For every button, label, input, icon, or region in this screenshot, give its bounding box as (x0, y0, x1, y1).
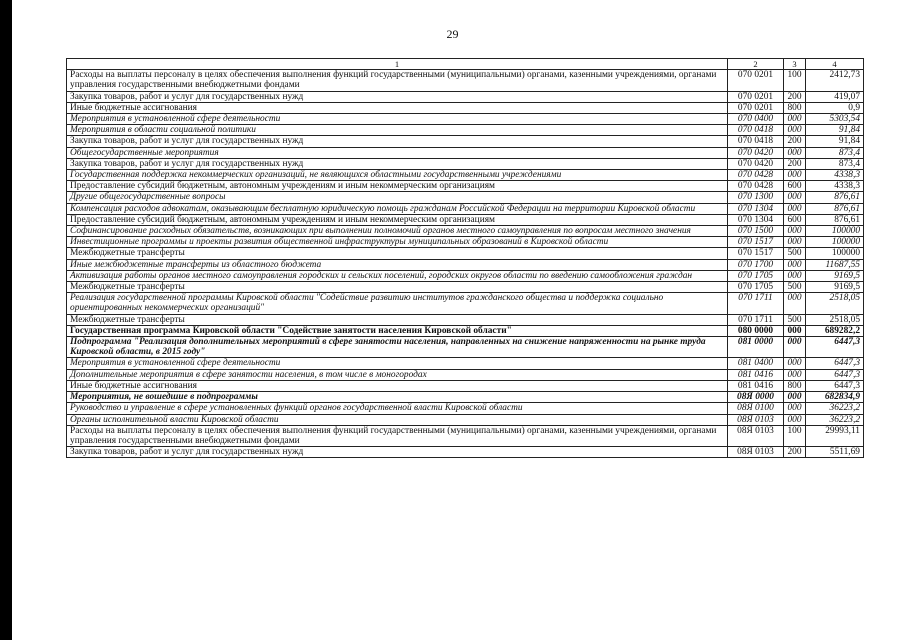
row-code: 070 1705 (728, 270, 784, 281)
row-code: 070 0420 (728, 147, 784, 158)
table-row (67, 425, 864, 446)
row-description: Закупка товаров, работ и услуг для государственных нужд (67, 158, 728, 169)
row-code: 070 0428 (728, 170, 784, 181)
row-amount: 4338,3 (806, 181, 864, 192)
row-amount: 100000 (806, 237, 864, 248)
row-code: 070 1705 (728, 282, 784, 293)
budget-table (66, 58, 864, 458)
row-amount: 6447,3 (806, 337, 864, 358)
row-code: 070 0418 (728, 136, 784, 147)
row-description: Софинансирование расходных обязательств, возникающих при выполнении полномочий органов местного самоуправления по вопросам местного значения (67, 226, 728, 237)
row-code: 081 0400 (728, 358, 784, 369)
table-row (67, 248, 864, 259)
row-code: 070 1500 (728, 226, 784, 237)
row-description: Мероприятия, не вошедшие в подпрограммы (67, 392, 728, 403)
table-row (67, 447, 864, 458)
table-row (67, 259, 864, 270)
table-row (67, 147, 864, 158)
row-code: 070 1700 (728, 259, 784, 270)
row-expense-type: 200 (784, 447, 806, 458)
row-description: Общегосударственные мероприятия (67, 147, 728, 158)
table-row (67, 358, 864, 369)
column-header: 4 (806, 59, 864, 70)
row-code: 070 1711 (728, 314, 784, 325)
table-row (67, 325, 864, 336)
column-header: 1 (67, 59, 728, 70)
table-row (67, 170, 864, 181)
row-amount: 873,4 (806, 147, 864, 158)
row-expense-type: 000 (784, 203, 806, 214)
column-header: 2 (728, 59, 784, 70)
row-expense-type: 000 (784, 170, 806, 181)
row-amount: 6447,3 (806, 358, 864, 369)
row-description: Межбюджетные трансферты (67, 314, 728, 325)
row-description: Иные межбюджетные трансферты из областного бюджета (67, 259, 728, 270)
row-code: 08Я 0103 (728, 447, 784, 458)
row-amount: 4338,3 (806, 170, 864, 181)
row-expense-type: 800 (784, 102, 806, 113)
row-code: 081 0416 (728, 369, 784, 380)
row-expense-type: 600 (784, 214, 806, 225)
row-expense-type: 000 (784, 147, 806, 158)
row-amount: 689282,2 (806, 325, 864, 336)
row-expense-type: 000 (784, 270, 806, 281)
row-description: Органы исполнительной власти Кировской области (67, 414, 728, 425)
row-expense-type: 500 (784, 282, 806, 293)
row-description: Мероприятия в области социальной политики (67, 125, 728, 136)
scan-edge-mark (0, 0, 12, 640)
row-code: 070 0201 (728, 91, 784, 102)
row-description: Активизация работы органов местного самоуправления городских и сельских поселений, городских округов области по введению самообложения граждан (67, 270, 728, 281)
row-amount: 36223,2 (806, 403, 864, 414)
row-amount: 9169,5 (806, 270, 864, 281)
row-expense-type: 000 (784, 114, 806, 125)
row-code: 070 1711 (728, 293, 784, 314)
row-amount: 6447,3 (806, 380, 864, 391)
row-description: Закупка товаров, работ и услуг для государственных нужд (67, 91, 728, 102)
row-amount: 873,4 (806, 158, 864, 169)
table-row (67, 181, 864, 192)
row-expense-type: 000 (784, 237, 806, 248)
row-description: Дополнительные мероприятия в сфере занятости населения, в том числе в моногородах (67, 369, 728, 380)
row-description: Подпрограмма "Реализация дополнительных мероприятий в сфере занятости населения, направленных на снижение напряженности на рынке труда Кировской области, в 2015 году" (67, 337, 728, 358)
row-expense-type: 100 (784, 70, 806, 91)
row-expense-type: 200 (784, 91, 806, 102)
table-header-row (67, 59, 864, 70)
row-code: 081 0000 (728, 337, 784, 358)
row-expense-type: 000 (784, 259, 806, 270)
row-code: 070 1304 (728, 214, 784, 225)
row-code: 081 0416 (728, 380, 784, 391)
column-header: 3 (784, 59, 806, 70)
row-amount: 682834,9 (806, 392, 864, 403)
row-description: Расходы на выплаты персоналу в целях обеспечения выполнения функций государственными (муниципальными) органами, казенными учреждениями, органами управления государственными внебюджетными фондами (67, 425, 728, 446)
row-code: 070 0428 (728, 181, 784, 192)
row-description: Инвестиционные программы и проекты развития общественной инфраструктуры муниципальных образований в Кировской области (67, 237, 728, 248)
table-row (67, 158, 864, 169)
row-description: Реализация государственной программы Кировской области "Содействие развитию институтов гражданского общества и поддержка социально ориентированных некоммерческих организаций" (67, 293, 728, 314)
row-amount: 6447,3 (806, 369, 864, 380)
row-expense-type: 000 (784, 192, 806, 203)
row-expense-type: 000 (784, 392, 806, 403)
table-row (67, 414, 864, 425)
row-code: 070 0201 (728, 70, 784, 91)
row-code: 070 0400 (728, 114, 784, 125)
row-expense-type: 000 (784, 403, 806, 414)
row-amount: 9169,5 (806, 282, 864, 293)
row-description: Предоставление субсидий бюджетным, автономным учреждениям и иным некоммерческим организациям (67, 214, 728, 225)
table-row (67, 114, 864, 125)
row-amount: 36223,2 (806, 414, 864, 425)
table-row (67, 226, 864, 237)
row-expense-type: 000 (784, 414, 806, 425)
row-amount: 11687,55 (806, 259, 864, 270)
row-amount: 876,61 (806, 192, 864, 203)
row-amount: 2518,05 (806, 293, 864, 314)
row-description: Межбюджетные трансферты (67, 248, 728, 259)
row-amount: 5303,54 (806, 114, 864, 125)
row-description: Мероприятия в установленной сфере деятельности (67, 358, 728, 369)
row-code: 070 1300 (728, 192, 784, 203)
row-amount: 91,84 (806, 125, 864, 136)
row-expense-type: 000 (784, 358, 806, 369)
row-expense-type: 000 (784, 369, 806, 380)
row-description: Межбюджетные трансферты (67, 282, 728, 293)
row-amount: 5511,69 (806, 447, 864, 458)
table-row (67, 337, 864, 358)
row-code: 070 1517 (728, 248, 784, 259)
row-code: 080 0000 (728, 325, 784, 336)
row-expense-type: 000 (784, 325, 806, 336)
row-expense-type: 000 (784, 125, 806, 136)
table-row (67, 314, 864, 325)
table-row (67, 237, 864, 248)
row-expense-type: 500 (784, 248, 806, 259)
row-description: Руководство и управление в сфере установленных функций органов государственной власти Кировской области (67, 403, 728, 414)
row-description: Государственная программа Кировской области "Содействие занятости населения Кировской области" (67, 325, 728, 336)
page-number: 29 (446, 27, 459, 41)
row-code: 08Я 0000 (728, 392, 784, 403)
row-code: 070 0201 (728, 102, 784, 113)
row-expense-type: 800 (784, 380, 806, 391)
row-description: Другие общегосударственные вопросы (67, 192, 728, 203)
row-description: Иные бюджетные ассигнования (67, 380, 728, 391)
row-amount: 2412,73 (806, 70, 864, 91)
row-expense-type: 200 (784, 158, 806, 169)
row-description: Закупка товаров, работ и услуг для государственных нужд (67, 136, 728, 147)
table-row (67, 392, 864, 403)
row-amount: 29993,11 (806, 425, 864, 446)
row-code: 070 0420 (728, 158, 784, 169)
row-description: Расходы на выплаты персоналу в целях обеспечения выполнения функций государственными (муниципальными) органами, казенными учреждениями, органами управления государственными внебюджетными фондами (67, 70, 728, 91)
table-row (67, 282, 864, 293)
row-expense-type: 000 (784, 293, 806, 314)
row-description: Закупка товаров, работ и услуг для государственных нужд (67, 447, 728, 458)
table-row (67, 125, 864, 136)
row-amount: 0,9 (806, 102, 864, 113)
row-amount: 876,61 (806, 203, 864, 214)
row-expense-type: 200 (784, 136, 806, 147)
row-expense-type: 500 (784, 314, 806, 325)
table-row (67, 380, 864, 391)
row-description: Государственная поддержка некоммерческих организаций, не являющихся областными государственными учреждениями (67, 170, 728, 181)
row-amount: 876,61 (806, 214, 864, 225)
table-row (67, 270, 864, 281)
table-row (67, 369, 864, 380)
table-row (67, 214, 864, 225)
table-row (67, 102, 864, 113)
row-expense-type: 000 (784, 337, 806, 358)
table-row (67, 203, 864, 214)
row-code: 070 1517 (728, 237, 784, 248)
row-description: Компенсация расходов адвокатам, оказывающим бесплатную юридическую помощь гражданам Российской Федерации на территории Кировской области (67, 203, 728, 214)
table-row (67, 403, 864, 414)
row-amount: 419,07 (806, 91, 864, 102)
row-description: Мероприятия в установленной сфере деятельности (67, 114, 728, 125)
table-row (67, 70, 864, 91)
row-amount: 100000 (806, 248, 864, 259)
table-row (67, 136, 864, 147)
row-code: 08Я 0100 (728, 403, 784, 414)
table-row (67, 293, 864, 314)
row-code: 070 0418 (728, 125, 784, 136)
row-code: 070 1304 (728, 203, 784, 214)
row-code: 08Я 0103 (728, 414, 784, 425)
row-code: 08Я 0103 (728, 425, 784, 446)
table-row (67, 91, 864, 102)
table-row (67, 192, 864, 203)
row-description: Предоставление субсидий бюджетным, автономным учреждениям и иным некоммерческим организациям (67, 181, 728, 192)
row-description: Иные бюджетные ассигнования (67, 102, 728, 113)
row-expense-type: 600 (784, 181, 806, 192)
row-amount: 2518,05 (806, 314, 864, 325)
row-amount: 100000 (806, 226, 864, 237)
row-amount: 91,84 (806, 136, 864, 147)
row-expense-type: 100 (784, 425, 806, 446)
row-expense-type: 000 (784, 226, 806, 237)
